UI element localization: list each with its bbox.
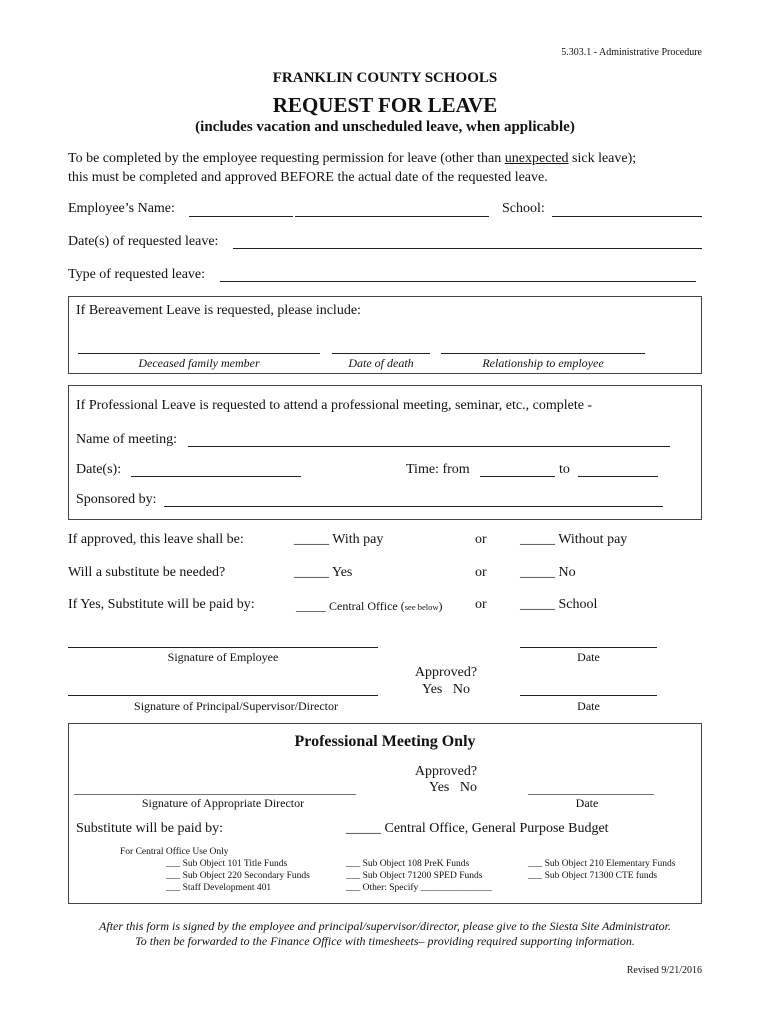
sponsored-by-label: Sponsored by: bbox=[76, 492, 157, 507]
intro-line-1-post: sick leave); bbox=[568, 151, 637, 166]
approved-question: Approved? bbox=[414, 665, 478, 680]
intro-line-2: this must be completed and approved BEFORE the actual date of the requested leave. bbox=[68, 170, 548, 185]
time-to-line[interactable] bbox=[578, 476, 658, 477]
or-text-3: or bbox=[475, 597, 487, 612]
fund-col1-item-2[interactable]: ___ Sub Object 220 Secondary Funds bbox=[166, 871, 310, 881]
time-from-label: Time: from bbox=[406, 462, 470, 477]
type-requested-line[interactable] bbox=[220, 281, 696, 282]
director-date-caption: Date bbox=[575, 796, 599, 810]
approved-yes-no[interactable]: Yes No bbox=[422, 682, 470, 697]
doc-reference: 5.303.1 - Administrative Procedure bbox=[561, 47, 702, 58]
central-budget-option[interactable]: _____ Central Office, General Purpose Budget bbox=[346, 821, 609, 836]
principal-date-line[interactable] bbox=[520, 695, 657, 696]
principal-signature-caption: Signature of Principal/Supervisor/Director bbox=[134, 699, 338, 713]
professional-heading: If Professional Leave is requested to attend a professional meeting, seminar, etc., complete - bbox=[76, 398, 593, 413]
time-to-label: to bbox=[559, 462, 570, 477]
substitute-no-option[interactable]: _____ No bbox=[520, 565, 576, 580]
time-from-line[interactable] bbox=[480, 476, 555, 477]
meeting-name-label: Name of meeting: bbox=[76, 432, 178, 447]
sponsored-by-line[interactable] bbox=[164, 506, 663, 507]
fund-col1-item-1[interactable]: ___ Sub Object 101 Title Funds bbox=[166, 859, 288, 869]
or-text-2: or bbox=[475, 565, 487, 580]
director-signature-caption: Signature of Appropriate Director bbox=[141, 796, 305, 810]
director-date-line[interactable]: _____________________ bbox=[528, 782, 654, 796]
deceased-member-caption: Deceased family member bbox=[138, 356, 260, 370]
with-pay-option[interactable]: _____ With pay bbox=[294, 532, 384, 547]
relationship-caption: Relationship to employee bbox=[482, 356, 604, 370]
employee-signature-line[interactable] bbox=[68, 647, 378, 648]
date-of-death-caption: Date of death bbox=[348, 356, 414, 370]
bereavement-heading: If Bereavement Leave is requested, please include: bbox=[76, 303, 361, 318]
footer-note-1: After this form is signed by the employee and principal/supervisor/director, please give to the Siesta Site Administrator. bbox=[99, 919, 671, 933]
substitute-paid-question: If Yes, Substitute will be paid by: bbox=[68, 597, 255, 612]
relationship-line[interactable] bbox=[441, 353, 645, 354]
central-office-option-text: _____ Central Office ( bbox=[296, 599, 405, 613]
org-name: FRANKLIN COUNTY SCHOOLS bbox=[272, 70, 498, 86]
pro-dates-line[interactable] bbox=[131, 476, 301, 477]
employee-name-line-b[interactable] bbox=[295, 216, 489, 217]
or-text-1: or bbox=[475, 532, 487, 547]
dates-requested-line[interactable] bbox=[233, 248, 702, 249]
office-use-heading: For Central Office Use Only bbox=[120, 847, 229, 857]
employee-signature-caption: Signature of Employee bbox=[167, 650, 279, 664]
principal-signature-line[interactable] bbox=[68, 695, 378, 696]
deceased-member-line[interactable] bbox=[78, 353, 320, 354]
dates-requested-label: Date(s) of requested leave: bbox=[68, 234, 219, 249]
meeting-name-line[interactable] bbox=[188, 446, 670, 447]
leave-pay-question: If approved, this leave shall be: bbox=[68, 532, 244, 547]
page-title: REQUEST FOR LEAVE bbox=[272, 93, 498, 117]
principal-date-caption: Date bbox=[577, 699, 600, 713]
pro-meeting-title: Professional Meeting Only bbox=[294, 733, 476, 750]
page-subtitle: (includes vacation and unscheduled leave, when applicable) bbox=[195, 119, 575, 135]
employee-date-line[interactable] bbox=[520, 647, 657, 648]
sub-paid-label: Substitute will be paid by: bbox=[76, 821, 223, 836]
substitute-question: Will a substitute be needed? bbox=[68, 565, 226, 580]
school-line[interactable] bbox=[552, 216, 702, 217]
fund-col2-item-1[interactable]: ___ Sub Object 108 PreK Funds bbox=[346, 859, 470, 869]
employee-date-caption: Date bbox=[577, 650, 600, 664]
fund-col1-item-3[interactable]: ___ Staff Development 401 bbox=[166, 883, 272, 893]
pro-approved-yes-no[interactable]: Yes No bbox=[429, 780, 477, 795]
school-pay-option[interactable]: _____ School bbox=[520, 597, 598, 612]
fund-col2-item-2[interactable]: ___ Sub Object 71200 SPED Funds bbox=[346, 871, 483, 881]
central-office-option[interactable] bbox=[296, 599, 443, 614]
intro-line-1 bbox=[68, 151, 636, 167]
type-requested-label: Type of requested leave: bbox=[68, 267, 206, 282]
pro-dates-label: Date(s): bbox=[76, 462, 122, 477]
fund-col2-item-3[interactable]: ___ Other: Specify _______________ bbox=[346, 883, 492, 893]
intro-unexpected: unexpected bbox=[504, 151, 569, 166]
without-pay-option[interactable]: _____ Without pay bbox=[520, 532, 628, 547]
director-signature-line[interactable]: _______________________________________________ bbox=[74, 782, 356, 796]
employee-name-line-a[interactable] bbox=[189, 216, 293, 217]
employee-name-label: Employee’s Name: bbox=[68, 201, 175, 216]
revised-date: Revised 9/21/2016 bbox=[626, 965, 702, 976]
central-office-option-close: ) bbox=[438, 599, 443, 613]
fund-col3-item-2[interactable]: ___ Sub Object 71300 CTE funds bbox=[528, 871, 658, 881]
intro-line-1-pre: To be completed by the employee requesting permission for leave (other than bbox=[68, 151, 505, 166]
pro-approved-question: Approved? bbox=[414, 764, 478, 779]
see-below-note: see below bbox=[404, 602, 439, 612]
substitute-yes-option[interactable]: _____ Yes bbox=[294, 565, 353, 580]
school-label: School: bbox=[502, 201, 545, 216]
date-of-death-line[interactable] bbox=[332, 353, 430, 354]
fund-col3-item-1[interactable]: ___ Sub Object 210 Elementary Funds bbox=[528, 859, 676, 869]
footer-note-2: To then be forwarded to the Finance Office with timesheets– providing required supporting information. bbox=[135, 934, 635, 948]
